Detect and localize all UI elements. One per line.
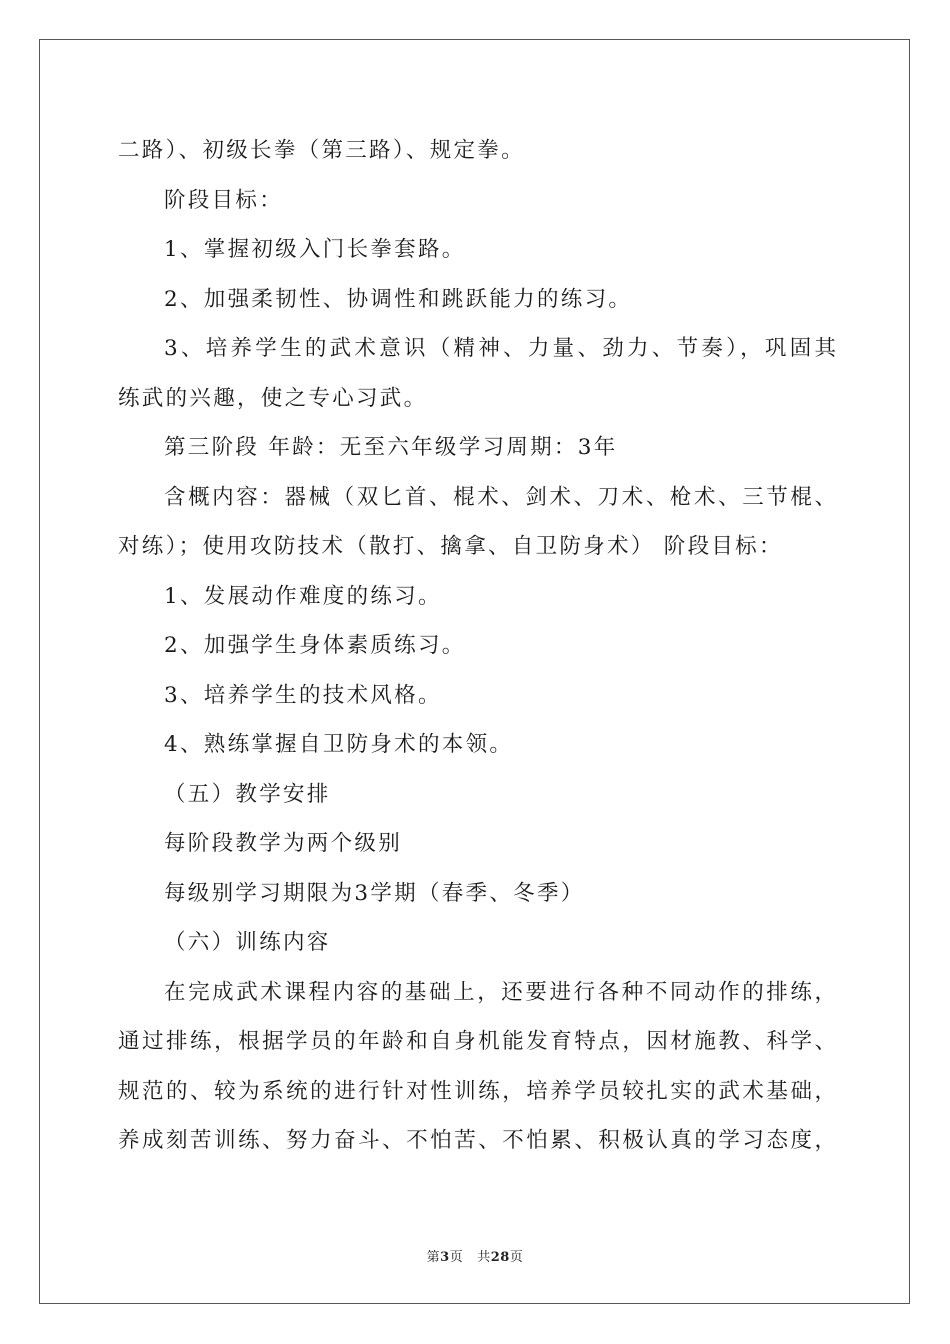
- text-line-1: 二路）、初级长拳（第三路）、规定拳。: [118, 138, 525, 163]
- text-line-10: 1、发展动作难度的练习。: [164, 583, 442, 609]
- text-line-21: 养成刻苦训练、努力奋斗、不怕苦、不怕累、积极认真的学习态度，: [118, 1128, 836, 1153]
- total-pages: 28: [490, 1250, 510, 1265]
- text-line-7: 第三阶段 年龄：无至六年级学习周期：3年: [164, 435, 618, 460]
- section-heading-5: （五）教学安排: [164, 781, 331, 807]
- text-line-5: 3、培养学生的武术意识（精神、力量、劲力、节奏），巩固其: [164, 336, 836, 361]
- text-line-8: 含概内容：器械（双匕首、棍术、剑术、刀术、枪术、三节棍、: [164, 484, 836, 510]
- text-line-6: 练武的兴趣，使之专心习武。: [118, 385, 428, 411]
- page-suffix: 页: [449, 1250, 464, 1265]
- page-number: 3: [440, 1250, 450, 1265]
- page-prefix: 第: [426, 1250, 441, 1265]
- total-suffix: 页: [509, 1250, 524, 1265]
- text-line-19: 通过排练，根据学员的年龄和自身机能发育特点，因材施教、科学、: [118, 1029, 836, 1054]
- text-line-3: 1、掌握初级入门长拳套路。: [164, 237, 466, 262]
- text-line-9: 对练）；使用攻防技术（散打、擒拿、自卫防身术） 阶段目标：: [118, 534, 783, 559]
- text-line-2: 阶段目标：: [164, 187, 284, 213]
- text-line-11: 2、加强学生身体素质练习。: [164, 633, 466, 658]
- text-line-16: 每级别学习期限为3学期（春季、冬季）: [164, 880, 585, 906]
- text-line-20: 规范的、较为系统的进行针对性训练，培养学员较扎实的武术基础，: [118, 1078, 836, 1104]
- document-body: [118, 126, 836, 1166]
- text-line-18: 在完成武术课程内容的基础上，还要进行各种不同动作的排练，: [164, 979, 836, 1005]
- text-line-12: 3、培养学生的技术风格。: [164, 682, 442, 708]
- text-line-15: 每阶段教学为两个级别: [164, 831, 403, 856]
- section-heading-6: （六）训练内容: [164, 930, 331, 955]
- page-footer: [0, 1246, 950, 1265]
- text-line-4: 2、加强柔韧性、协调性和跳跃能力的练习。: [164, 286, 633, 312]
- total-prefix: 共: [477, 1250, 491, 1265]
- text-line-13: 4、熟练掌握自卫防身术的本领。: [164, 732, 514, 757]
